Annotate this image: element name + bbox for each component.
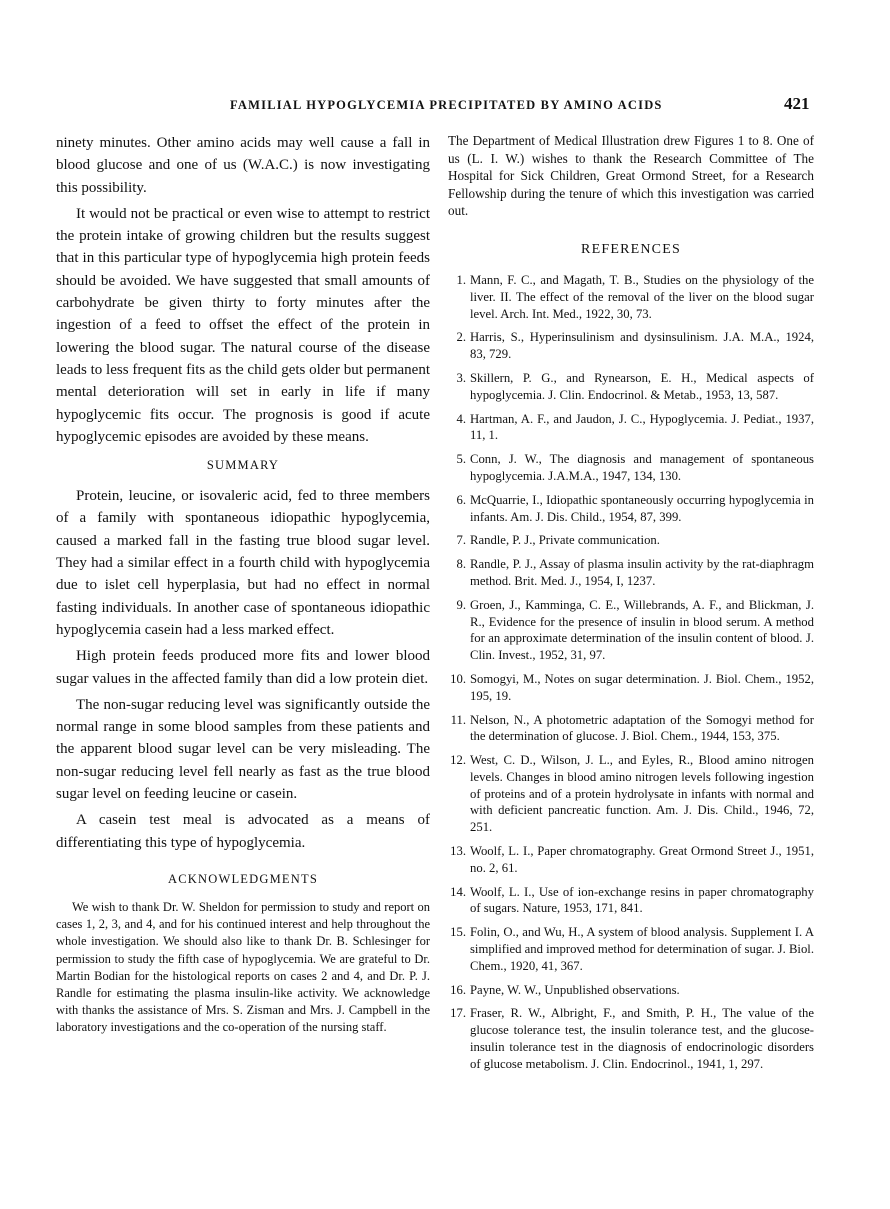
reference-text: Randle, P. J., Private communication. xyxy=(470,533,660,548)
reference-text: West, C. D., Wilson, J. L., and Eyles, R., Blood amino nitrogen levels. Changes in blood amino nitrogen levels following ingestion of proteins and of a protein hydrolysate in infants with normal and with deficient pancreatic function. Am. J. Dis. Child., 1946, 72, 251. xyxy=(470,753,814,835)
reference-text: Skillern, P. G., and Rynearson, E. H., Medical aspects of hypoglycemia. J. Clin. Endocrinol. & Metab., 1953, 13, 587. xyxy=(470,370,814,402)
reference-text: Harris, S., Hyperinsulinism and dysinsulinism. J.A. M.A., 1924, 83, 729. xyxy=(470,330,814,362)
reference-text: Nelson, N., A photometric adaptation of the Somogyi method for the determination of glucose. J. Biol. Chem., 1944, 153, 375. xyxy=(470,712,814,744)
reference-text: Fraser, R. W., Albright, F., and Smith, P. H., The value of the glucose tolerance test, the insulin tolerance test, and the glucose-insulin tolerance test in the diagnosis of endocrinologic disorders of glucose metabolism. J. Clin. Endocrinol., 1941, 1, 297. xyxy=(470,1006,814,1071)
reference-number: 15. xyxy=(450,925,466,940)
reference-text: Hartman, A. F., and Jaudon, J. C., Hypoglycemia. J. Pediat., 1937, 11, 1. xyxy=(470,411,814,443)
reference-number: 4. xyxy=(456,411,466,426)
summary-paragraph: The non-sugar reducing level was significantly outside the normal range in some blood samples from these patients and the apparent blood sugar level can be very misleading. The non-sugar reducing level fell nearly as fast as the true blood sugar level on feeding leucine or casein. xyxy=(56,696,430,803)
reference-number: 17. xyxy=(450,1006,466,1021)
reference-number: 5. xyxy=(456,452,466,467)
reference-number: 3. xyxy=(456,370,466,385)
reference-number: 9. xyxy=(456,597,466,612)
illustration-credit-text: The Department of Medical Illustration drew Figures 1 to 8. One of us (L. I. W.) wishes to thank the Research Committee of The Hospital for Sick Children, Great Ormond Street, for a Research Fellowship during the tenure of which this investigation was carried out. xyxy=(448,133,814,219)
reference-number: 7. xyxy=(456,533,466,548)
reference-text: Somogyi, M., Notes on sugar determination. J. Biol. Chem., 1952, 195, 19. xyxy=(470,671,814,703)
reference-item xyxy=(448,451,814,485)
reference-text: Payne, W. W., Unpublished observations. xyxy=(470,982,680,997)
reference-text: Woolf, L. I., Paper chromatography. Great Ormond Street J., 1951, no. 2, 61. xyxy=(470,844,814,875)
reference-text: Folin, O., and Wu, H., A system of blood analysis. Supplement I. A simplified and improved method for determination of sugar. J. Biol. Chem., 1920, 41, 367. xyxy=(470,925,814,973)
acknowledgments-text: We wish to thank Dr. W. Sheldon for permission to study and report on cases 1, 2, 3, and 4, and for his continued interest and help throughout the whole investigation. We should also like to thank Dr. B. Schlesinger for permission to study the fifth case of hypoglycemia. We are grateful to Dr. Martin Bodian for the histological reports on cases 2 and 4, and Dr. P. J. Randle for estimating the plasma insulin-like activity. We acknowledge with thanks the assistance of Mrs. S. Zisman and Mrs. J. Campbell in the laboratory investigations and the co-operation of the nursing staff. xyxy=(56,899,430,1035)
reference-item xyxy=(448,982,814,999)
reference-text: Randle, P. J., Assay of plasma insulin activity by the rat-diaphragm method. Brit. Med. J., 1954, I, 1237. xyxy=(470,557,814,588)
reference-text: McQuarrie, I., Idiopathic spontaneously occurring hypoglycemia in infants. Am. J. Dis. Child., 1954, 87, 399. xyxy=(470,492,814,524)
reference-number: 13. xyxy=(450,844,466,859)
reference-item xyxy=(448,597,814,664)
reference-item xyxy=(448,752,814,836)
reference-item xyxy=(448,370,814,404)
reference-item xyxy=(448,924,814,974)
reference-number: 1. xyxy=(456,272,466,287)
reference-item xyxy=(448,411,814,445)
reference-number: 6. xyxy=(456,492,466,507)
body-paragraph: It would not be practical or even wise to attempt to restrict the protein intake of growing children but the results suggest that in this particular type of hypoglycemia high protein feeds should be avoided. We have suggested that small amounts of carbohydrate be given thirty to forty minutes after the ingestion of a feed to offset the effect of the protein in lowering the blood sugar. The natural course of the disease leads to less frequent fits as the child gets older but permanent mental deterioration will set in early in life if many hypoglycemic fits occur. The prognosis is good if acute hypoglycemic episodes are avoided by these means. xyxy=(56,205,430,445)
acknowledgments-heading: ACKNOWLEDGMENTS xyxy=(168,871,318,886)
summary-heading: SUMMARY xyxy=(206,458,280,473)
reference-text: Woolf, L. I., Use of ion-exchange resins in paper chromatography of sugars. Nature, 1953, 171, 841. xyxy=(470,884,814,916)
reference-number: 2. xyxy=(456,330,466,345)
reference-number: 11. xyxy=(450,712,466,727)
body-paragraph: ninety minutes. Other amino acids may well cause a fall in blood glucose and one of us (W.A.C.) is now investigating this possibility. xyxy=(56,135,430,196)
summary-paragraph: High protein feeds produced more fits and lower blood sugar values in the affected family than did a low protein diet. xyxy=(56,648,430,687)
reference-item xyxy=(448,671,814,705)
reference-number: 12. xyxy=(450,753,466,768)
reference-number: 16. xyxy=(450,982,466,997)
reference-item xyxy=(448,272,814,322)
reference-item xyxy=(448,556,814,590)
right-column xyxy=(448,132,814,1080)
running-title: FAMILIAL HYPOGLYCEMIA PRECIPITATED BY AMINO ACIDS xyxy=(230,98,663,112)
summary-paragraph: A casein test meal is advocated as a means of differentiating this type of hypoglycemia. xyxy=(56,812,430,851)
page-number: 421 xyxy=(784,94,810,113)
reference-number: 10. xyxy=(450,671,466,686)
reference-text: Groen, J., Kamminga, C. E., Willebrands, A. F., and Blickman, J. R., Evidence for the presence of insulin in blood serum. A method for an approximate determination of the insulin content of blood. J. Clin. Invest., 1952, 31, 97. xyxy=(470,597,814,663)
reference-item xyxy=(448,884,814,918)
summary-paragraph: Protein, leucine, or isovaleric acid, fed to three members of a family with spontaneous idiopathic hypoglycemia, caused a marked fall in the fasting true blood sugar level. They had a similar effect in a fourth child with hypoglycemia due to islet cell hyperplasia, but had no effect in normal fasting individuals. In another case of spontaneous idiopathic hypoglycemia casein had a less marked effect. xyxy=(56,488,430,638)
references-heading: REFERENCES xyxy=(581,241,681,257)
reference-text: Mann, F. C., and Magath, T. B., Studies on the physiology of the liver. II. The effect of the removal of the liver on the blood sugar level. Arch. Int. Med., 1922, 30, 73. xyxy=(470,272,814,321)
reference-item xyxy=(448,843,814,877)
left-column xyxy=(56,132,430,1037)
reference-number: 8. xyxy=(456,557,466,572)
reference-item xyxy=(448,1005,814,1072)
reference-item xyxy=(448,329,814,363)
reference-number: 14. xyxy=(450,884,466,899)
reference-item xyxy=(448,712,814,746)
reference-item xyxy=(448,492,814,526)
reference-text: Conn, J. W., The diagnosis and management of spontaneous hypoglycemia. J.A.M.A., 1947, 134, 130. xyxy=(470,452,814,483)
reference-item xyxy=(448,532,814,549)
